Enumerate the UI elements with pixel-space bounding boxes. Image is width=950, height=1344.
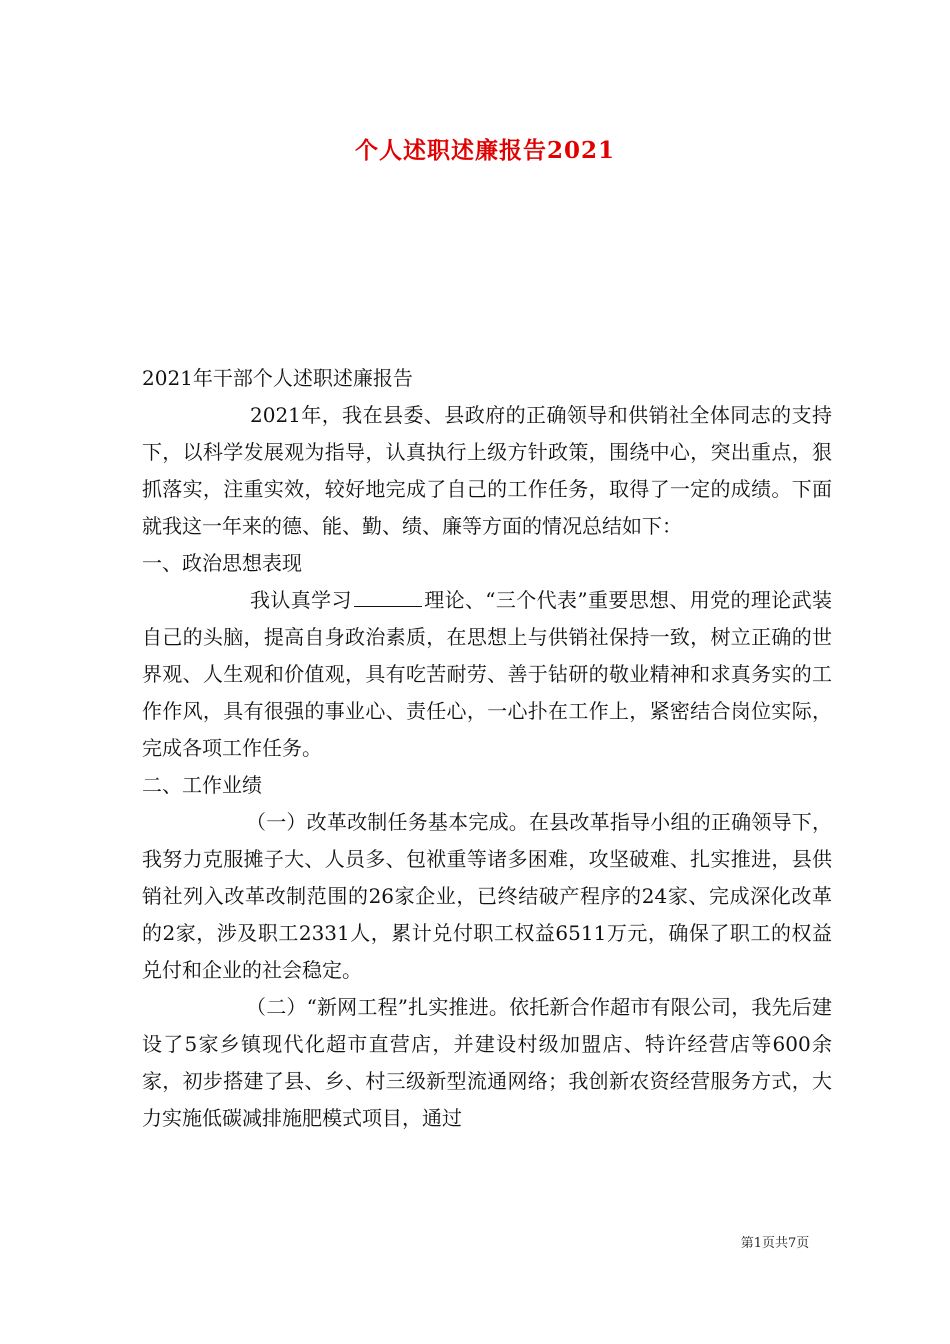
- document-body: [142, 360, 832, 1137]
- document-subtitle: 2021年干部个人述职述廉报告: [142, 366, 413, 390]
- section-heading-achievements: 二、工作业绩: [142, 773, 262, 797]
- achievement-item-network: （二）“新网工程”扎实推进。依托新合作超市有限公司，我先后建设了5家乡镇现代化超市直营店，并建设村级加盟店、特许经营店等600余家，初步搭建了县、乡、村三级新型流通网络；我创新农资经营服务方式，大力实施低碳减排施肥模式项目，通过: [142, 995, 832, 1130]
- intro-paragraph: 2021年，我在县委、县政府的正确领导和供销社全体同志的支持下，以科学发展观为指导，认真执行上级方针政策，围绕中心，突出重点，狠抓落实，注重实效，较好地完成了自己的工作任务，取得了一定的成绩。下面就我这一年来的德、能、勤、绩、廉等方面的情况总结如下：: [142, 403, 832, 538]
- page-number: 第1页共7页: [740, 1236, 810, 1251]
- document-title: 个人述职述廉报告2021: [354, 137, 615, 164]
- achievement-item-reform: （一）改革改制任务基本完成。在县改革指导小组的正确领导下，我努力克服摊子大、人员多、包袱重等诸多困难，攻坚破难、扎实推进，县供销社列入改革改制范围的26家企业，已终结破产程序的24家、完成深化改革的2家，涉及职工2331人，累计兑付职工权益6511万元，确保了职工的权益兑付和企业的社会稳定。: [142, 810, 832, 982]
- section-heading-political: 一、政治思想表现: [142, 551, 302, 575]
- political-paragraph: [142, 582, 832, 767]
- political-text-rest: 理论、“三个代表”重要思想、用党的理论武装自己的头脑，提高自身政治素质，在思想上与供销社保持一致，树立正确的世界观、人生观和价值观，具有吃苦耐劳、善于钻研的敬业精神和求真务实的工作作风，具有很强的事业心、责任心，一心扑在工作上，紧密结合岗位实际，完成各项工作任务。: [142, 588, 833, 760]
- fill-in-blank: [354, 588, 422, 607]
- political-text-start: 我认真学习: [250, 588, 352, 612]
